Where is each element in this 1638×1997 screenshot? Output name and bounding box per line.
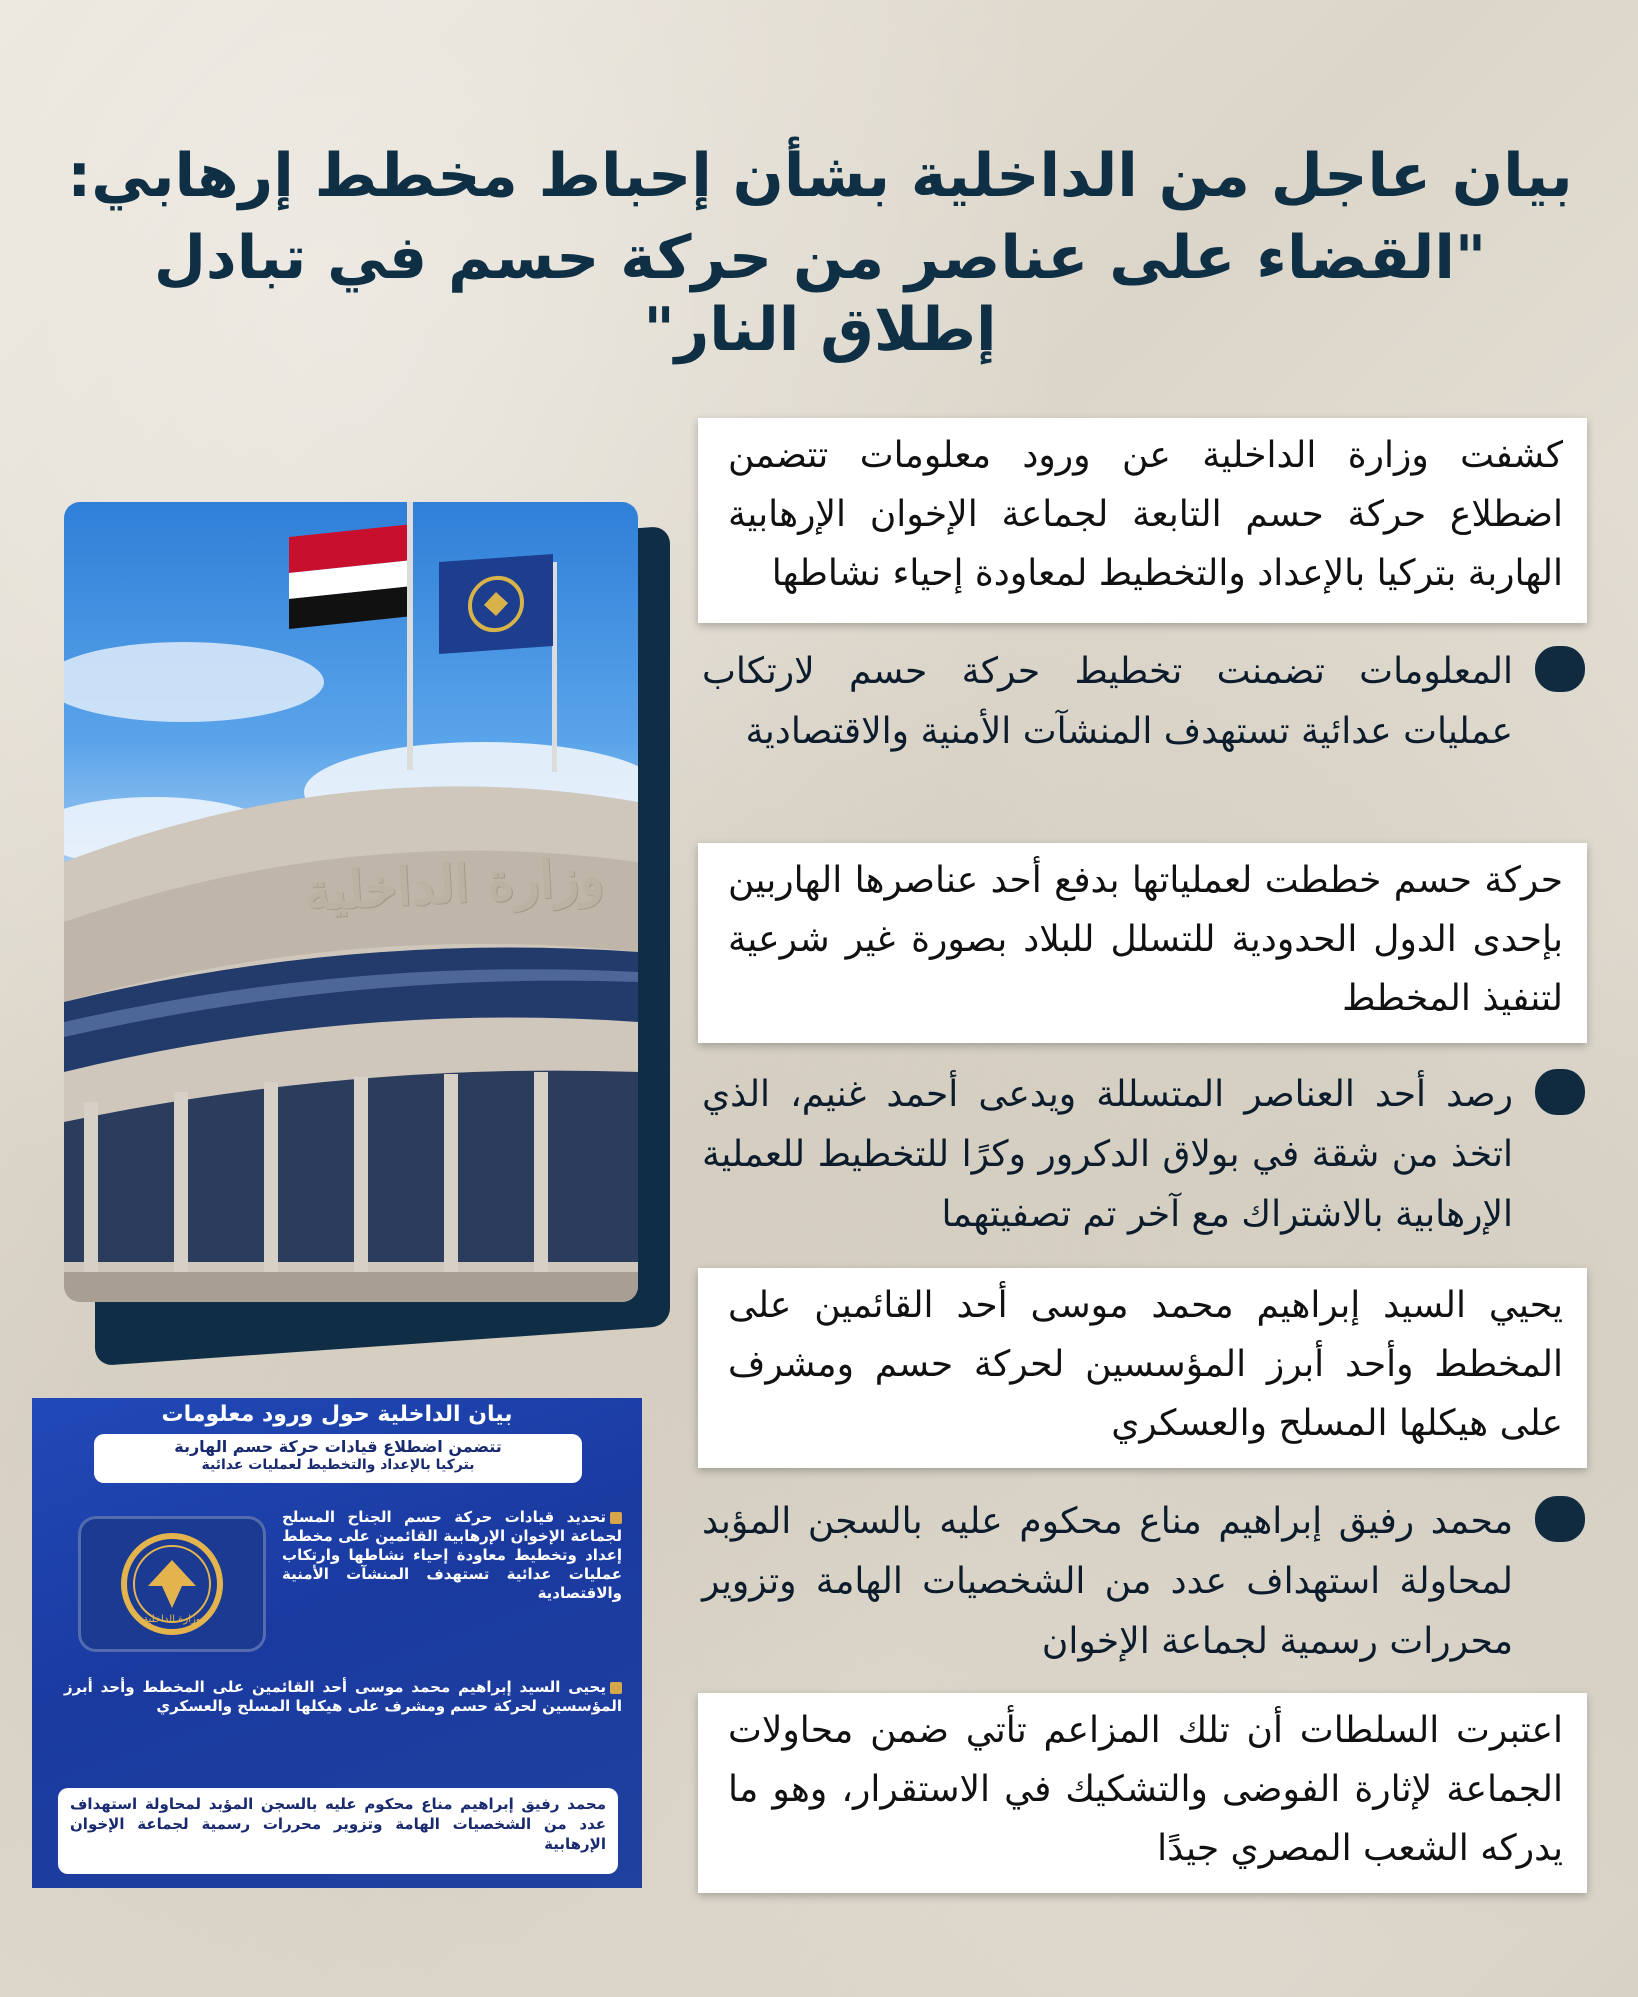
statement-card-3 (698, 1268, 1587, 1468)
bullet-1-text: المعلومات تضمنت تخطيط حركة حسم لارتكاب عمليات عدائية تستهدف المنشآت الأمنية والاقتصادية (702, 651, 1513, 752)
poster-paragraph-2 (64, 1678, 622, 1716)
logo-caption: وزارة الداخلية (143, 1614, 201, 1625)
poster-title: بيان الداخلية حول ورود معلومات (161, 1402, 513, 1427)
bullet-2-text: رصد أحد العناصر المتسللة ويدعى أحمد غنيم، الذي اتخذ من شقة في بولاق الدكرور وكرًا للتخطيط للعملية الإرهابية بالاشتراك مع آخر تم تصفيتهما (702, 1074, 1513, 1235)
statement-card-4 (698, 1693, 1587, 1893)
bullet-dot-icon (1535, 1496, 1585, 1542)
statement-card-1 (698, 418, 1587, 623)
poster-paragraph-1 (282, 1508, 622, 1603)
poster-header-box (94, 1434, 582, 1483)
poster-bottom-text: محمد رفيق إبراهيم مناع محكوم عليه بالسجن المؤبد لمحاولة استهداف عدد من الشخصيات الهامة وتزوير محررات رسمية لجماعة الإخوان الإرهابية (70, 1795, 606, 1853)
bullet-item-3 (698, 1492, 1587, 1672)
statement-card-2 (698, 843, 1587, 1043)
statement-3-text: يحيي السيد إبراهيم محمد موسى أحد القائمين على المخطط وأحد أبرز المؤسسين لحركة حسم ومشرف على هيكلها المسلح والعسكري (728, 1285, 1563, 1444)
bullet-item-1 (698, 642, 1587, 762)
bullet-3-text: محمد رفيق إبراهيم مناع محكوم عليه بالسجن المؤبد لمحاولة استهداف عدد من الشخصيات الهامة وتزوير محررات رسمية لجماعة الإخوان (702, 1501, 1513, 1662)
poster-bottom-box (58, 1788, 618, 1874)
poster-box-line-2: بتركيا بالإعداد والتخطيط لعمليات عدائية (201, 1457, 475, 1473)
statement-4-text: اعتبرت السلطات أن تلك المزاعم تأتي ضمن محاولات الجماعة لإثارة الفوضى والتشكيك في الاستقرار، وهو ما يدركه الشعب المصري جيدًا (728, 1710, 1563, 1869)
inset-statement-poster (32, 1398, 642, 1888)
headline-line-2: "القضاء على عناصر من حركة حسم في تبادل إطلاق النار" (153, 223, 1487, 365)
bullet-marker-icon (610, 1682, 622, 1694)
poster-paragraph-2-text: يحيى السيد إبراهيم محمد موسى أحد القائمين على المخطط وأحد أبرز المؤسسين لحركة حسم ومشرف على هيكلها المسلح والعسكري (64, 1678, 622, 1715)
bullet-item-2 (698, 1065, 1587, 1245)
bullet-dot-icon (1535, 646, 1585, 692)
statement-2-text: حركة حسم خططت لعملياتها بدفع أحد عناصرها الهاربين بإحدى الدول الحدودية للتسلل للبلاد بصورة غير شرعية لتنفيذ المخطط (728, 860, 1563, 1019)
poster-paragraph-1-text: تحديد قيادات حركة حسم الجناح المسلح لجماعة الإخوان الإرهابية القائمين على مخطط إعداد وتخطيط معاودة إحياء نشاطها وارتكاب عمليات عدائية تستهدف المنشآت الأمنية والاقتصادية (282, 1508, 622, 1602)
bullet-dot-icon (1535, 1069, 1585, 1115)
statement-1-text: كشفت وزارة الداخلية عن ورود معلومات تتضمن اضطلاع حركة حسم التابعة لجماعة الإخوان الإرهابية الهاربة بتركيا بالإعداد والتخطيط لمعاودة إحياء نشاطها (728, 435, 1563, 594)
ministry-building-photo (64, 502, 638, 1302)
bullet-marker-icon (610, 1512, 622, 1524)
headline-line-1: بيان عاجل من الداخلية بشأن إحباط مخطط إرهابي: (67, 141, 1573, 211)
building-sign: وزارة الداخلية (302, 846, 606, 923)
ministry-logo (78, 1516, 266, 1652)
poster-box-line-1: تتضمن اضطلاع قيادات حركة حسم الهاربة (174, 1437, 502, 1456)
